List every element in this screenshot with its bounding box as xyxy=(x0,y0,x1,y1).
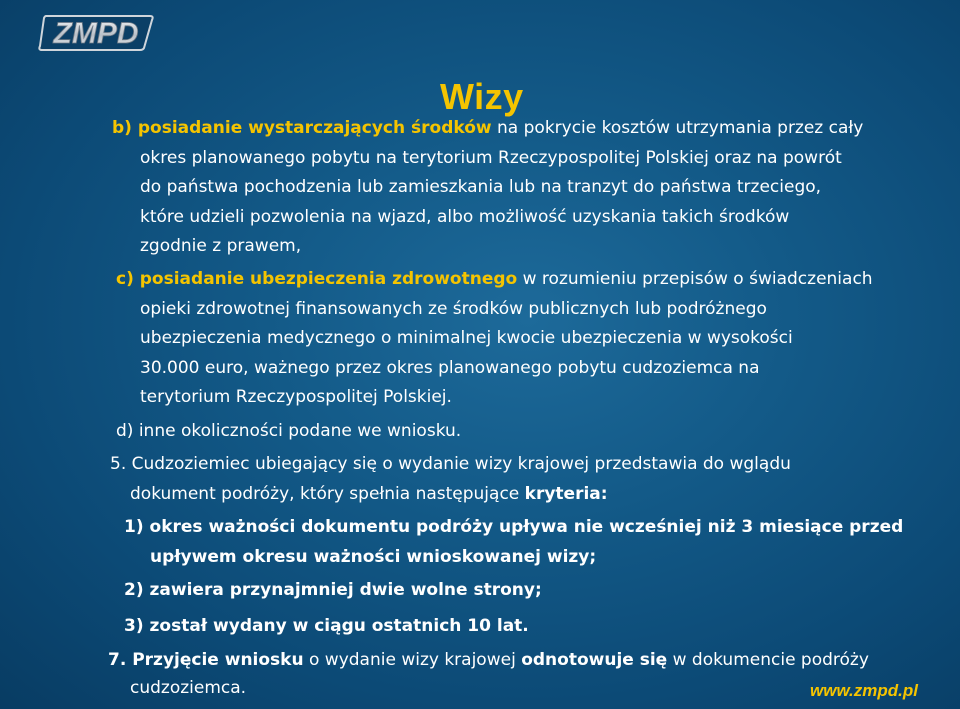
criterion-3 xyxy=(124,612,529,642)
criterion-2 xyxy=(124,576,542,606)
logo-text: ZMPD xyxy=(53,17,139,50)
paragraph-5-line1: 5. Cudzoziemiec ubiegający się o wydanie wizy krajowej przedstawia do wglądu xyxy=(110,454,791,474)
paragraph-c-line2: opieki zdrowotnej finansowanych ze środków publicznych lub podróżnego xyxy=(140,298,767,319)
criterion-1-line1: 1) okres ważności dokumentu podróży upływa nie wcześniej niż 3 miesiące przed xyxy=(124,517,904,537)
paragraph-7-mid: o wydanie wizy krajowej xyxy=(303,650,522,670)
criterion-2-text: 2) zawiera przynajmniej dwie wolne strony; xyxy=(124,580,542,600)
zmpd-logo xyxy=(38,8,156,54)
paragraph-c-bold: c) posiadanie ubezpieczenia zdrowotnego xyxy=(116,269,518,289)
footer-url: www.zmpd.pl xyxy=(810,681,918,700)
paragraph-7-line2: cudzoziemca. xyxy=(130,678,247,698)
paragraph-b-bold: b) posiadanie wystarczających środków xyxy=(112,118,492,138)
paragraph-5-line2: dokument podróży, który spełnia następujące xyxy=(130,483,525,504)
paragraph-b-line3: do państwa pochodzenia lub zamieszkania lub na tranzyt do państwa trzeciego, xyxy=(140,177,822,197)
paragraph-5-criteria: kryteria: xyxy=(524,483,608,504)
paragraph-b-line4: które udzieli pozwolenia na wjazd, albo możliwość uzyskania takich środków xyxy=(140,206,790,227)
paragraph-c-line4: 30.000 euro, ważnego przez okres planowanego pobytu cudzoziemca na xyxy=(140,357,760,378)
paragraph-c-line1: w rozumieniu przepisów o świadczeniach xyxy=(517,269,873,289)
paragraph-c xyxy=(116,265,873,413)
paragraph-7-end: w dokumencie podróży xyxy=(667,650,869,670)
criterion-1-line2: upływem okresu ważności wnioskowanej wizy; xyxy=(150,546,597,567)
slide-title: Wizy xyxy=(440,76,524,117)
paragraph-d-text: d) inne okoliczności podane we wniosku. xyxy=(116,421,462,441)
paragraph-c-line3: ubezpieczenia medycznego o minimalnej kwocie ubezpieczenia w wysokości xyxy=(140,328,793,348)
paragraph-b-line5: zgodnie z prawem, xyxy=(140,236,302,256)
paragraph-7-bold2: odnotowuje się xyxy=(521,650,668,670)
paragraph-c-line5: terytorium Rzeczypospolitej Polskiej. xyxy=(140,387,452,407)
paragraph-7 xyxy=(108,646,869,702)
paragraph-b-line2: okres planowanego pobytu na terytorium Rzeczypospolitej Polskiej oraz na powrót xyxy=(140,147,842,168)
criterion-3-text: 3) został wydany w ciągu ostatnich 10 lat. xyxy=(124,616,529,636)
paragraph-7-bold: 7. Przyjęcie wniosku xyxy=(108,650,304,670)
paragraph-b xyxy=(112,114,863,262)
paragraph-5 xyxy=(110,450,791,509)
paragraph-b-line1: na pokrycie kosztów utrzymania przez cały xyxy=(491,118,864,138)
criterion-1 xyxy=(124,513,903,572)
paragraph-d xyxy=(116,417,461,447)
